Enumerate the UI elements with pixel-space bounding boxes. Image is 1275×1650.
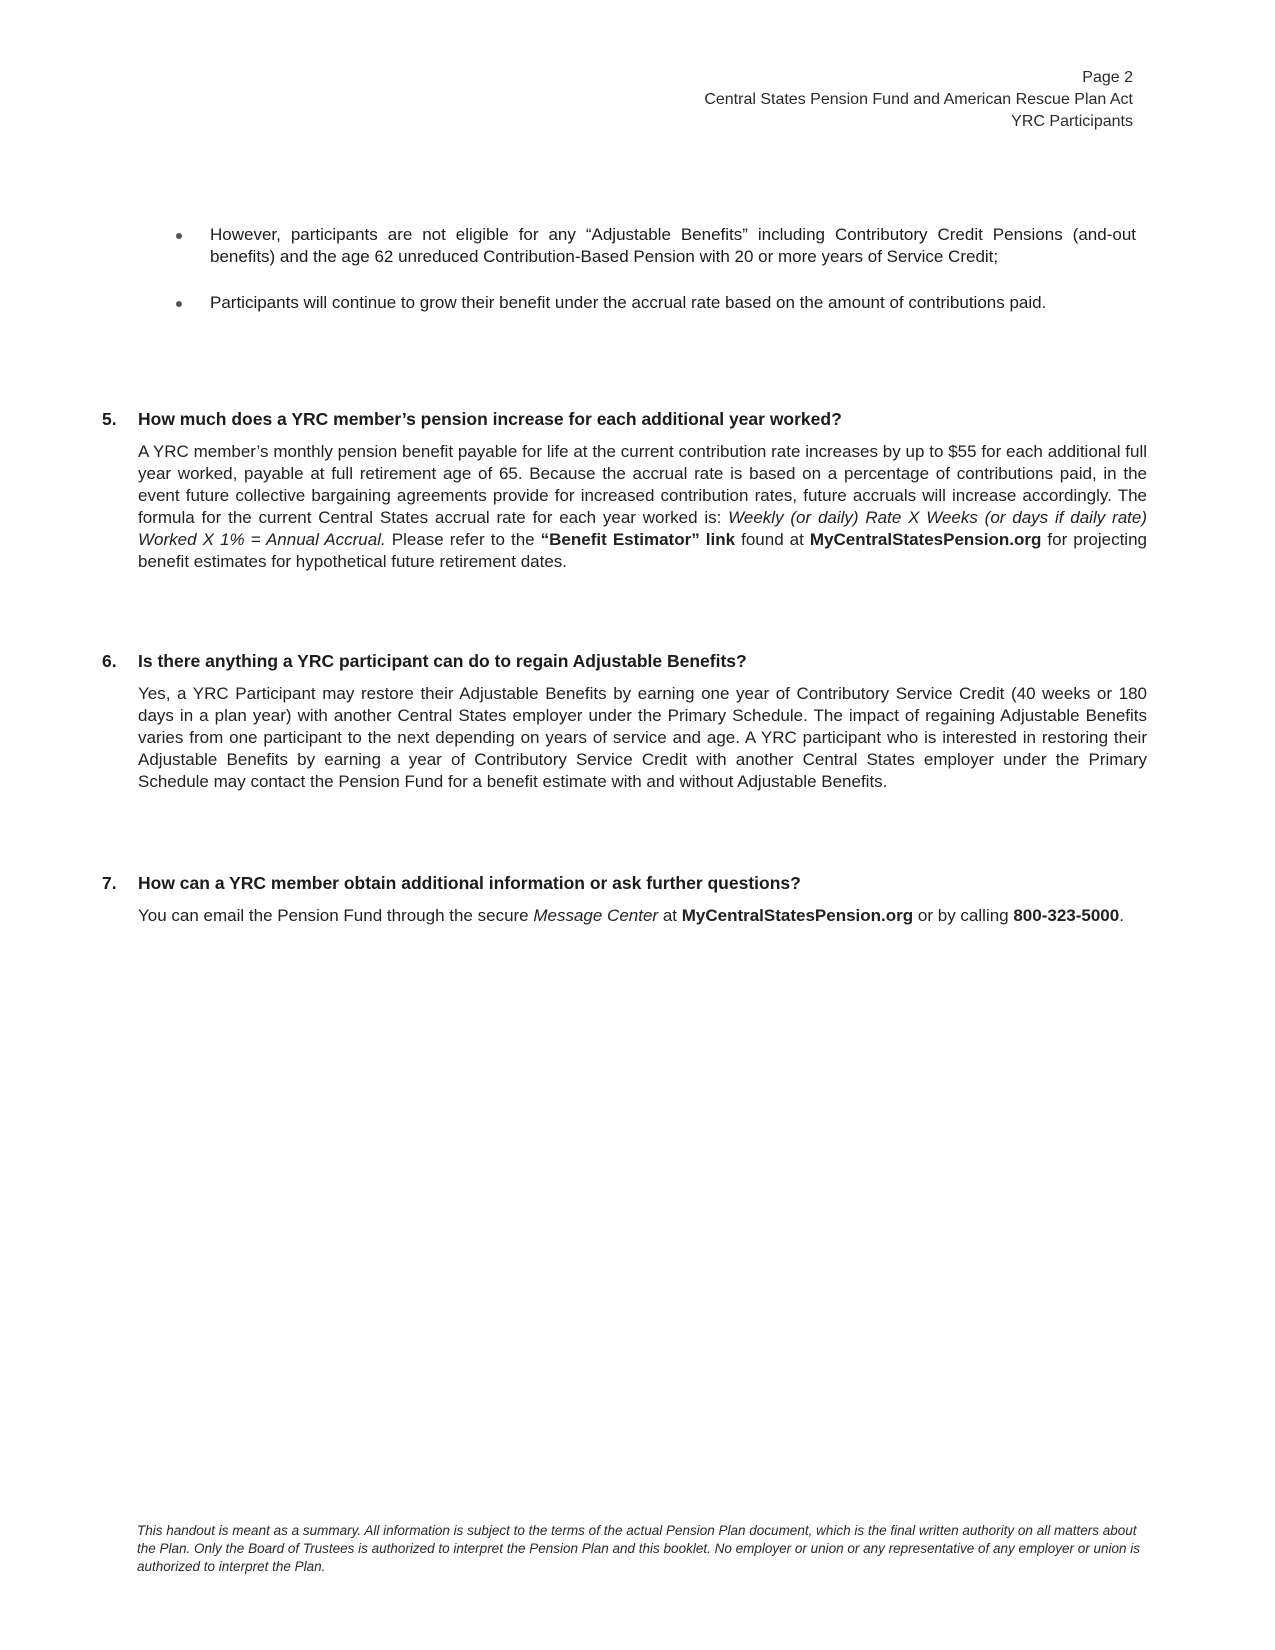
question-heading [102,649,1147,673]
question-5 [102,407,1147,573]
answer-text: Please refer to the [385,530,541,549]
question-7 [102,871,1147,927]
question-text: How much does a YRC member’s pension increase for each additional year worked? [138,409,842,429]
question-heading [102,407,1147,431]
question-6 [102,649,1147,793]
answer-text: A YRC member’s monthly pension benefit payable for life at the current contribution rate increases by up to $55 for each additional full year worked, payable at full retirement age of 65. Because the accrual rate is based on a percentage of contributions paid, in the event future collective bargaining agreements provide for increased contribution rates, future accruals will increase accordingly. The formula for the current Central States accrual rate for each year worked is: [138,442,1147,527]
answer-paragraph [138,905,1147,927]
page-header [704,67,1133,133]
question-text: How can a YRC member obtain additional information or ask further questions? [138,873,801,893]
phone-number[interactable]: 800-323-5000 [1013,906,1120,925]
answer-text: at [658,906,682,925]
bullet-text: Participants will continue to grow their benefit under the accrual rate based on the amount of contributions paid. [210,293,1047,312]
question-number: 6. [102,651,117,671]
answer-paragraph [138,441,1147,573]
bullet-icon [176,301,182,307]
answer-text: or by calling [913,906,1014,925]
accrual-formula: Weekly (or daily) Rate X Weeks (or days if daily rate) Worked X 1% = Annual Accrual. [138,508,1147,549]
disclaimer-footer: This handout is meant as a summary. All information is subject to the terms of the actual Pension Plan document, which is the final written authority on all matters about the Plan. Only the Board of Trustees is authorized to interpret the Pension Plan and this booklet. No employer or union or any representative of any employer or union is authorized to interpret the Plan. [137,1523,1141,1574]
answer-text: . [1119,906,1124,925]
answer-text: You can email the Pension Fund through the secure [138,906,534,925]
website-link[interactable]: MyCentralStatesPension.org [681,906,914,925]
message-center-link[interactable]: Message Center [533,906,659,925]
answer-text: for projecting benefit estimates for hypothetical future retirement dates. [138,530,1147,571]
benefit-estimator-link[interactable]: “Benefit Estimator” link [540,530,736,549]
question-number: 7. [102,873,117,893]
bullet-item [168,224,1136,268]
question-text: Is there anything a YRC participant can do to regain Adjustable Benefits? [138,651,747,671]
bullet-icon [176,233,182,239]
page-number: Page 2 [1082,69,1133,86]
bullet-list [168,224,1136,338]
answer-text: found at [735,530,810,549]
website-link[interactable]: MyCentralStatesPension.org [809,530,1042,549]
bullet-text: However, participants are not eligible for any “Adjustable Benefits” including Contributory Credit Pensions (and-out benefits) and the age 62 unreduced Contribution-Based Pension with 20 or more years of Service Credit; [210,225,1136,266]
document-subtitle: YRC Participants [1011,113,1133,130]
question-number: 5. [102,409,117,429]
answer-paragraph: Yes, a YRC Participant may restore their Adjustable Benefits by earning one year of Contributory Service Credit (40 weeks or 180 days in a plan year) with another Central States employer under the Primary Schedule. The impact of regaining Adjustable Benefits varies from one participant to the next depending on years of service and age. A YRC participant who is interested in restoring their Adjustable Benefits by earning a year of Contributory Service Credit with another Central States employer under the Primary Schedule may contact the Pension Fund for a benefit estimate with and without Adjustable Benefits. [138,684,1147,791]
document-title: Central States Pension Fund and American Rescue Plan Act [704,91,1133,108]
question-heading [102,871,1147,895]
bullet-item [168,292,1136,314]
